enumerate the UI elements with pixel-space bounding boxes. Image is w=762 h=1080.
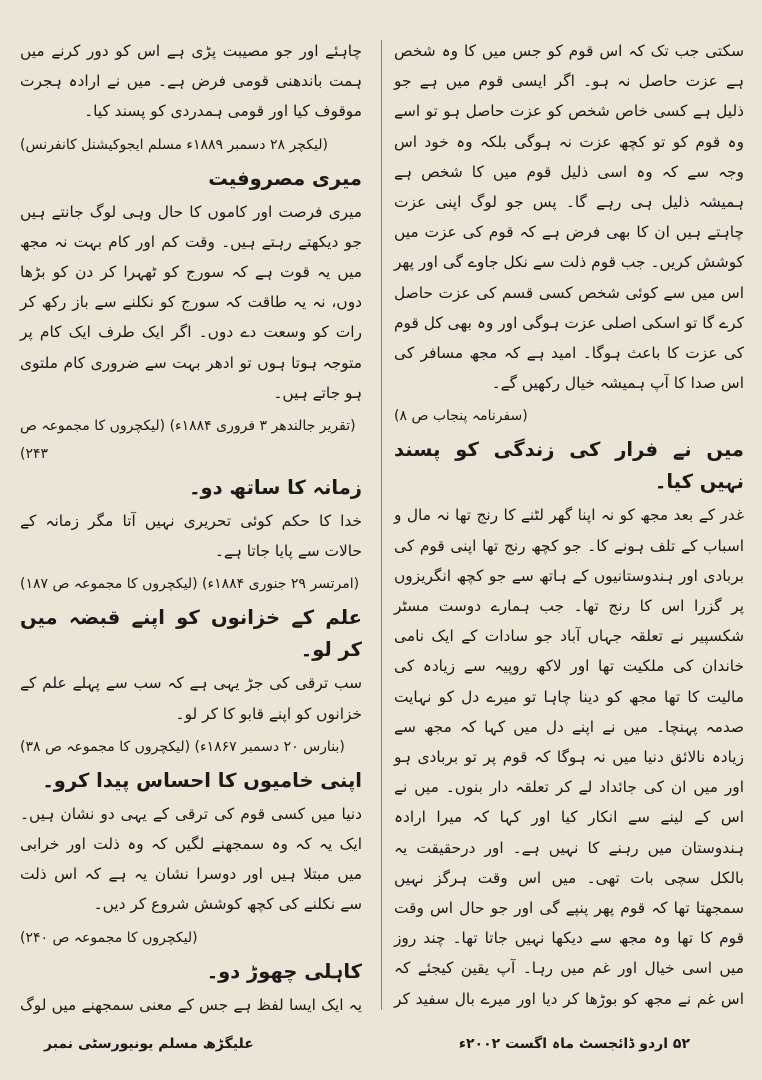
section-heading: میری مصروفیت	[208, 166, 362, 190]
source-citation: (لیکچروں کا مجموعہ ص ۲۴۰)	[20, 929, 198, 946]
paragraph: چاہئے اور جو مصیبت پڑی ہے اس کو دور کرنے میں ہمت باندھنی قومی فرض ہے۔ میں نے ارادہ ہجرت موقوف کیا اور قومی ہمدردی کو پسند کیا۔	[20, 42, 362, 121]
source-citation: (بنارس ۲۰ دسمبر ۱۸۶۷ء) (لیکچروں کا مجموعہ ص ۳۸)	[20, 738, 345, 755]
paragraph: غدر کے بعد مجھ کو نہ اپنا گھر لٹنے کا رنج تھا نہ مال و اسباب کے تلف ہونے کا۔ جو کچھ رنج تھا اپنی قوم کی بربادی اور ہندوستانیوں کے ہاتھ سے جو کچھ انگریزوں پر گزرا اس کا رنج تھا۔ جب ہمارے دوست مسٹر شکسپیر نے تعلقہ جہاں آباد جو سادات کے ایک نامی خاندان کی ملکیت تھا اور لاکھ روپیہ سے زیادہ کی مالیت کا تھا مجھ کو دینا چاہا تو میرے دل کو نہایت صدمہ پہنچا۔ میں نے اپنے دل میں کہا کہ مجھ سے زیادہ نالائق دنیا میں نہ ہوگا کہ قوم پر تو بربادی ہو اور میں ان کی جائداد لے کر تعلقہ دار بنوں۔ میں نے اس کے لینے سے انکار کیا اور کہا کہ میرا ارادہ ہندوستان میں رہنے کا نہیں ہے۔ اور درحقیقت یہ بالکل سچی بات تھی۔ میں اس وقت ہرگز نہیں سمجھتا تھا کہ قوم پھر پنپے گی اور جو حال اس وقت قوم کا تھا وہ مجھ سے دیکھا نہیں جاتا تھا۔ چند روز میں اسی خیال اور غم میں رہا۔ آپ یقین کیجئے کہ اس غم نے مجھ کو بوڑھا کر دیا اور میرے بال سفید کر	[394, 506, 744, 1008]
page-footer	[14, 1032, 750, 1062]
paragraph: سب ترقی کی جڑ یہی ہے کہ سب سے پہلے علم کے خزانوں کو اپنے قابو کا کر لو۔	[20, 674, 362, 723]
special-issue-title: علیگڑھ مسلم یونیورسٹی نمبر	[44, 1036, 254, 1052]
right-column	[388, 36, 750, 1018]
page-number-and-issue: ۵۲ اردو ڈائجسٹ ماہ اگست ۲۰۰۲ء	[458, 1036, 690, 1052]
section-heading: کاہلی چھوڑ دو۔	[206, 959, 362, 983]
source-citation: (سفرنامہ پنجاب ص ۸)	[394, 408, 528, 425]
paragraph: میری فرصت اور کاموں کا حال وہی لوگ جانتے ہیں جو دیکھتے رہتے ہیں۔ وقت کم اور کام بہت نہ مجھ میں یہ قوت ہے کہ سورج کو ٹھہرا کر دن کو بڑھا دوں، نہ یہ طاقت کہ سورج کو نکلنے سے باز رکھ کر رات کو وسعت دے دوں۔ اگر ایک طرف ایک کام پر متوجہ ہوتا ہوں تو ادھر بہت سے ضروری کام ملتوی ہو جاتے ہیں۔	[20, 202, 362, 402]
paragraph: سکتی جب تک کہ اس قوم کو جس میں کا وہ شخص ہے عزت حاصل نہ ہو۔ اگر ایسی قوم میں ہے جو ذلیل ہے کسی خاص شخص کو عزت حاصل ہو تو اسے وہ قوم کو تو کچھ عزت نہ ہوگی بلکہ وہ خود اس وجہ سے کہ وہ اسی ذلیل قوم میں کا شخص ہے ہمیشہ ذلیل ہی رہے گا۔ پس جو لوگ اپنی عزت چاہتے ہیں ان کا بھی فرض ہے کہ قوم کی عزت میں کوشش کریں۔ جب قوم ذلت سے نکل جاوے گی اور پھر اس میں سے کوئی شخص کسی قسم کی عزت حاصل کرے گا تو اسکی اصلی عزت ہوگی اور وہ بھی کل قوم کی عزت کا باعث ہوگا۔ امید ہے کہ مجھ مسافر کی اس صدا کا آپ ہمیشہ خیال رکھیں گے۔	[394, 42, 744, 393]
section-heading: زمانہ کا ساتھ دو۔	[189, 476, 362, 500]
column-divider	[381, 40, 382, 1010]
source-citation: (تقریر جالندھر ۳ فروری ۱۸۸۴ء) (لیکچروں کا مجموعہ ص ۲۴۳)	[20, 418, 356, 463]
paragraph: دنیا میں کسی قوم کی ترقی کے یہی دو نشان ہیں۔ ایک یہ کہ وہ سمجھنے لگیں کہ وہ ذلت اور خرابی میں مبتلا ہیں اور دوسرا نشان یہ ہے کہ اس ذلت سے نکلنے کی کچھ کوشش شروع کر دیں۔	[20, 804, 362, 914]
section-heading: علم کے خزانوں کو اپنے قبضہ میں کر لو۔	[20, 606, 362, 662]
paragraph: خدا کا حکم کوئی تحریری نہیں آتا مگر زمانہ کے حالات سے پایا جاتا ہے۔	[20, 512, 362, 561]
left-column	[14, 36, 368, 1018]
paragraph: یہ ایک ایسا لفظ ہے جس کے معنی سمجھنے میں لوگ	[20, 995, 362, 1014]
source-citation: (لیکچر ۲۸ دسمبر ۱۸۸۹ء مسلم ایجوکیشنل کانفرنس)	[20, 136, 328, 153]
source-citation: (امرتسر ۲۹ جنوری ۱۸۸۴ء) (لیکچروں کا مجموعہ ص ۱۸۷)	[20, 576, 360, 593]
section-heading: میں نے فرار کی زندگی کو پسند نہیں کیا۔	[394, 438, 744, 494]
section-heading: اپنی خامیوں کا احساس پیدا کرو۔	[42, 768, 362, 792]
